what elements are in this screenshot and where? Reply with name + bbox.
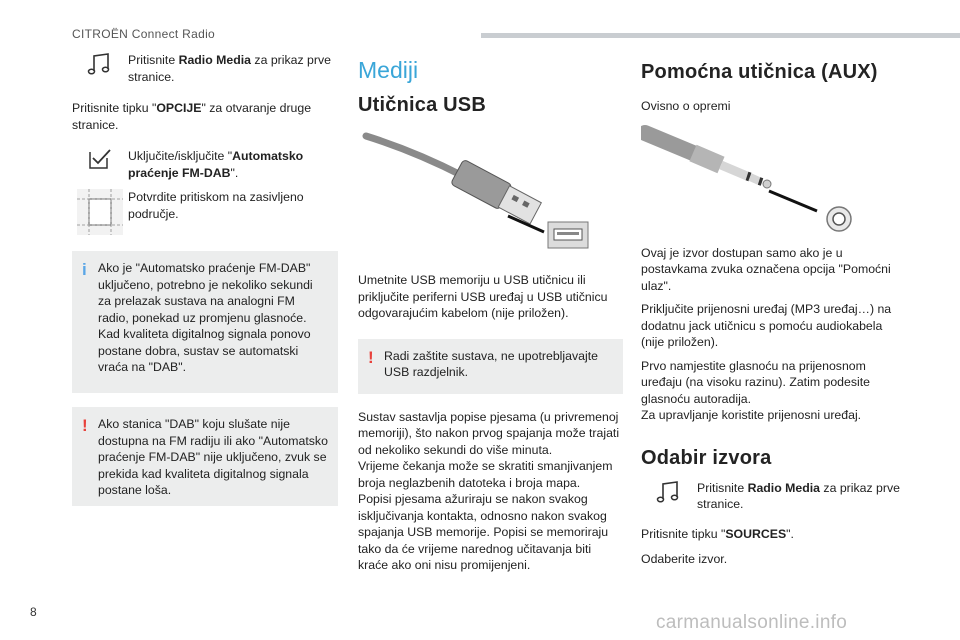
step-text <box>128 148 338 181</box>
column-aux <box>641 52 905 568</box>
info-note <box>72 251 338 393</box>
warning-note <box>358 339 623 394</box>
column-media <box>358 52 623 574</box>
step-sources <box>641 526 905 543</box>
text: za prikaz prve stranice. <box>697 480 900 511</box>
source-heading: Odabir izvora <box>641 446 772 469</box>
note-text: Kad kvaliteta digitalnog signala ponovo postane dobra, sustav se automatski vraća na "DAB". <box>98 327 311 374</box>
aux-heading: Pomoćna utičnica (AUX) <box>641 61 878 83</box>
usb-illustration <box>358 128 623 256</box>
text: Pritisnite tipku " <box>72 101 157 115</box>
bold-term: Radio Media <box>178 53 252 67</box>
text: za prikaz prve stranice. <box>128 53 331 84</box>
warning-icon: ! <box>368 347 374 367</box>
step-text: Potvrdite pritiskom na zasivljeno područje. <box>128 190 304 221</box>
subtitle: Ovisno o opremi <box>641 99 731 113</box>
note-text: Radi zaštite sustava, ne upotrebljavajte USB razdjelnik. <box>384 348 598 379</box>
step-auto-fm-dab <box>72 148 338 181</box>
text: ". <box>786 526 794 541</box>
step-radio-media <box>72 52 338 85</box>
text: Pritisnite <box>697 480 748 495</box>
info-icon: i <box>82 260 87 279</box>
paragraph: Sustav sastavlja popise pjesama (u privremenoj memoriji), što nakon prvog spajanja može trajati od nekoliko sekundi do više minuta. <box>358 409 620 457</box>
watermark: carmanualsonline.info <box>656 612 848 633</box>
paragraph: Priključite prijenosni uređaj (MP3 uređaj…) na dodatnu jack utičnicu s pomoću audiokabela (nije priložen). <box>641 302 892 349</box>
header-rule <box>481 33 960 38</box>
music-note-icon <box>72 52 128 76</box>
grey-area-icon <box>72 189 128 235</box>
checkbox-icon <box>72 148 128 170</box>
bold-term: SOURCES <box>725 526 787 541</box>
page-number: 8 <box>30 605 37 619</box>
step-radio-media <box>641 480 905 513</box>
column-radio <box>72 52 338 506</box>
paragraph: Vrijeme čekanja može se skratiti smanjivanjem broja neglazbenih datoteka i broja mapa. <box>358 459 613 490</box>
usb-heading: Utičnica USB <box>358 94 486 116</box>
paragraph: Popisi pjesama ažuriraju se nakon svakog isključivanja kontakta, odnosno nakon svakog spajanja USB memorije. Popisi se memoriraju tako da će vrijeme narednog učitavanja biti kraće ako oni nisu promijenjeni. <box>358 492 609 572</box>
aux-illustration <box>641 123 905 235</box>
document-header-title: CITROËN Connect Radio <box>72 27 216 41</box>
usb-cable-image <box>358 128 623 256</box>
warning-note <box>72 407 338 506</box>
step-options <box>72 100 338 133</box>
step-text <box>697 480 905 513</box>
jack-cable-image <box>641 123 905 235</box>
note-text: Ako je "Automatsko praćenje FM-DAB" uključeno, potrebno je nekoliko sekundi za prelazak sustava na analogni FM radio, ponekad uz promjenu glasnoće. <box>98 261 313 325</box>
step-text: Odaberite izvor. <box>641 552 728 566</box>
step-text <box>128 52 338 85</box>
text: " za otvaranje druge stranice. <box>72 101 312 132</box>
warning-icon: ! <box>82 416 88 435</box>
music-note-icon <box>641 480 697 504</box>
text: Uključite/isključite " <box>128 149 233 163</box>
bold-term: Automatsko praćenje FM-DAB <box>128 149 304 180</box>
paragraph: Za upravljanje koristite prijenosni uređaj. <box>641 408 862 422</box>
text: ". <box>230 165 239 180</box>
section-title: Mediji <box>358 57 419 83</box>
paragraph: Ovaj je izvor dostupan samo ako je u postavkama zvuka označena opcija "Pomoćni ulaz". <box>641 245 891 293</box>
bold-term: Radio Media <box>747 480 821 495</box>
step-confirm <box>72 189 338 235</box>
text: Pritisnite tipku " <box>641 526 726 541</box>
paragraph: Prvo namjestite glasnoću na prijenosnom uređaju (na visoku razinu). Zatim podesite glasnoću autoradija. <box>641 358 870 406</box>
note-text: Ako stanica "DAB" koju slušate nije dostupna na FM radiju ili ako "Automatsko praćenje FM-DAB" nije uključeno, zvuk se prekida kad kvaliteta digitalnog signala postane loša. <box>98 417 328 497</box>
paragraph: Umetnite USB memoriju u USB utičnicu ili priključite periferni USB uređaj u USB utičnicu odgovarajućim kabelom (nije priložen). <box>358 273 608 320</box>
bold-term: OPCIJE <box>156 101 202 115</box>
text: Pritisnite <box>128 53 179 67</box>
